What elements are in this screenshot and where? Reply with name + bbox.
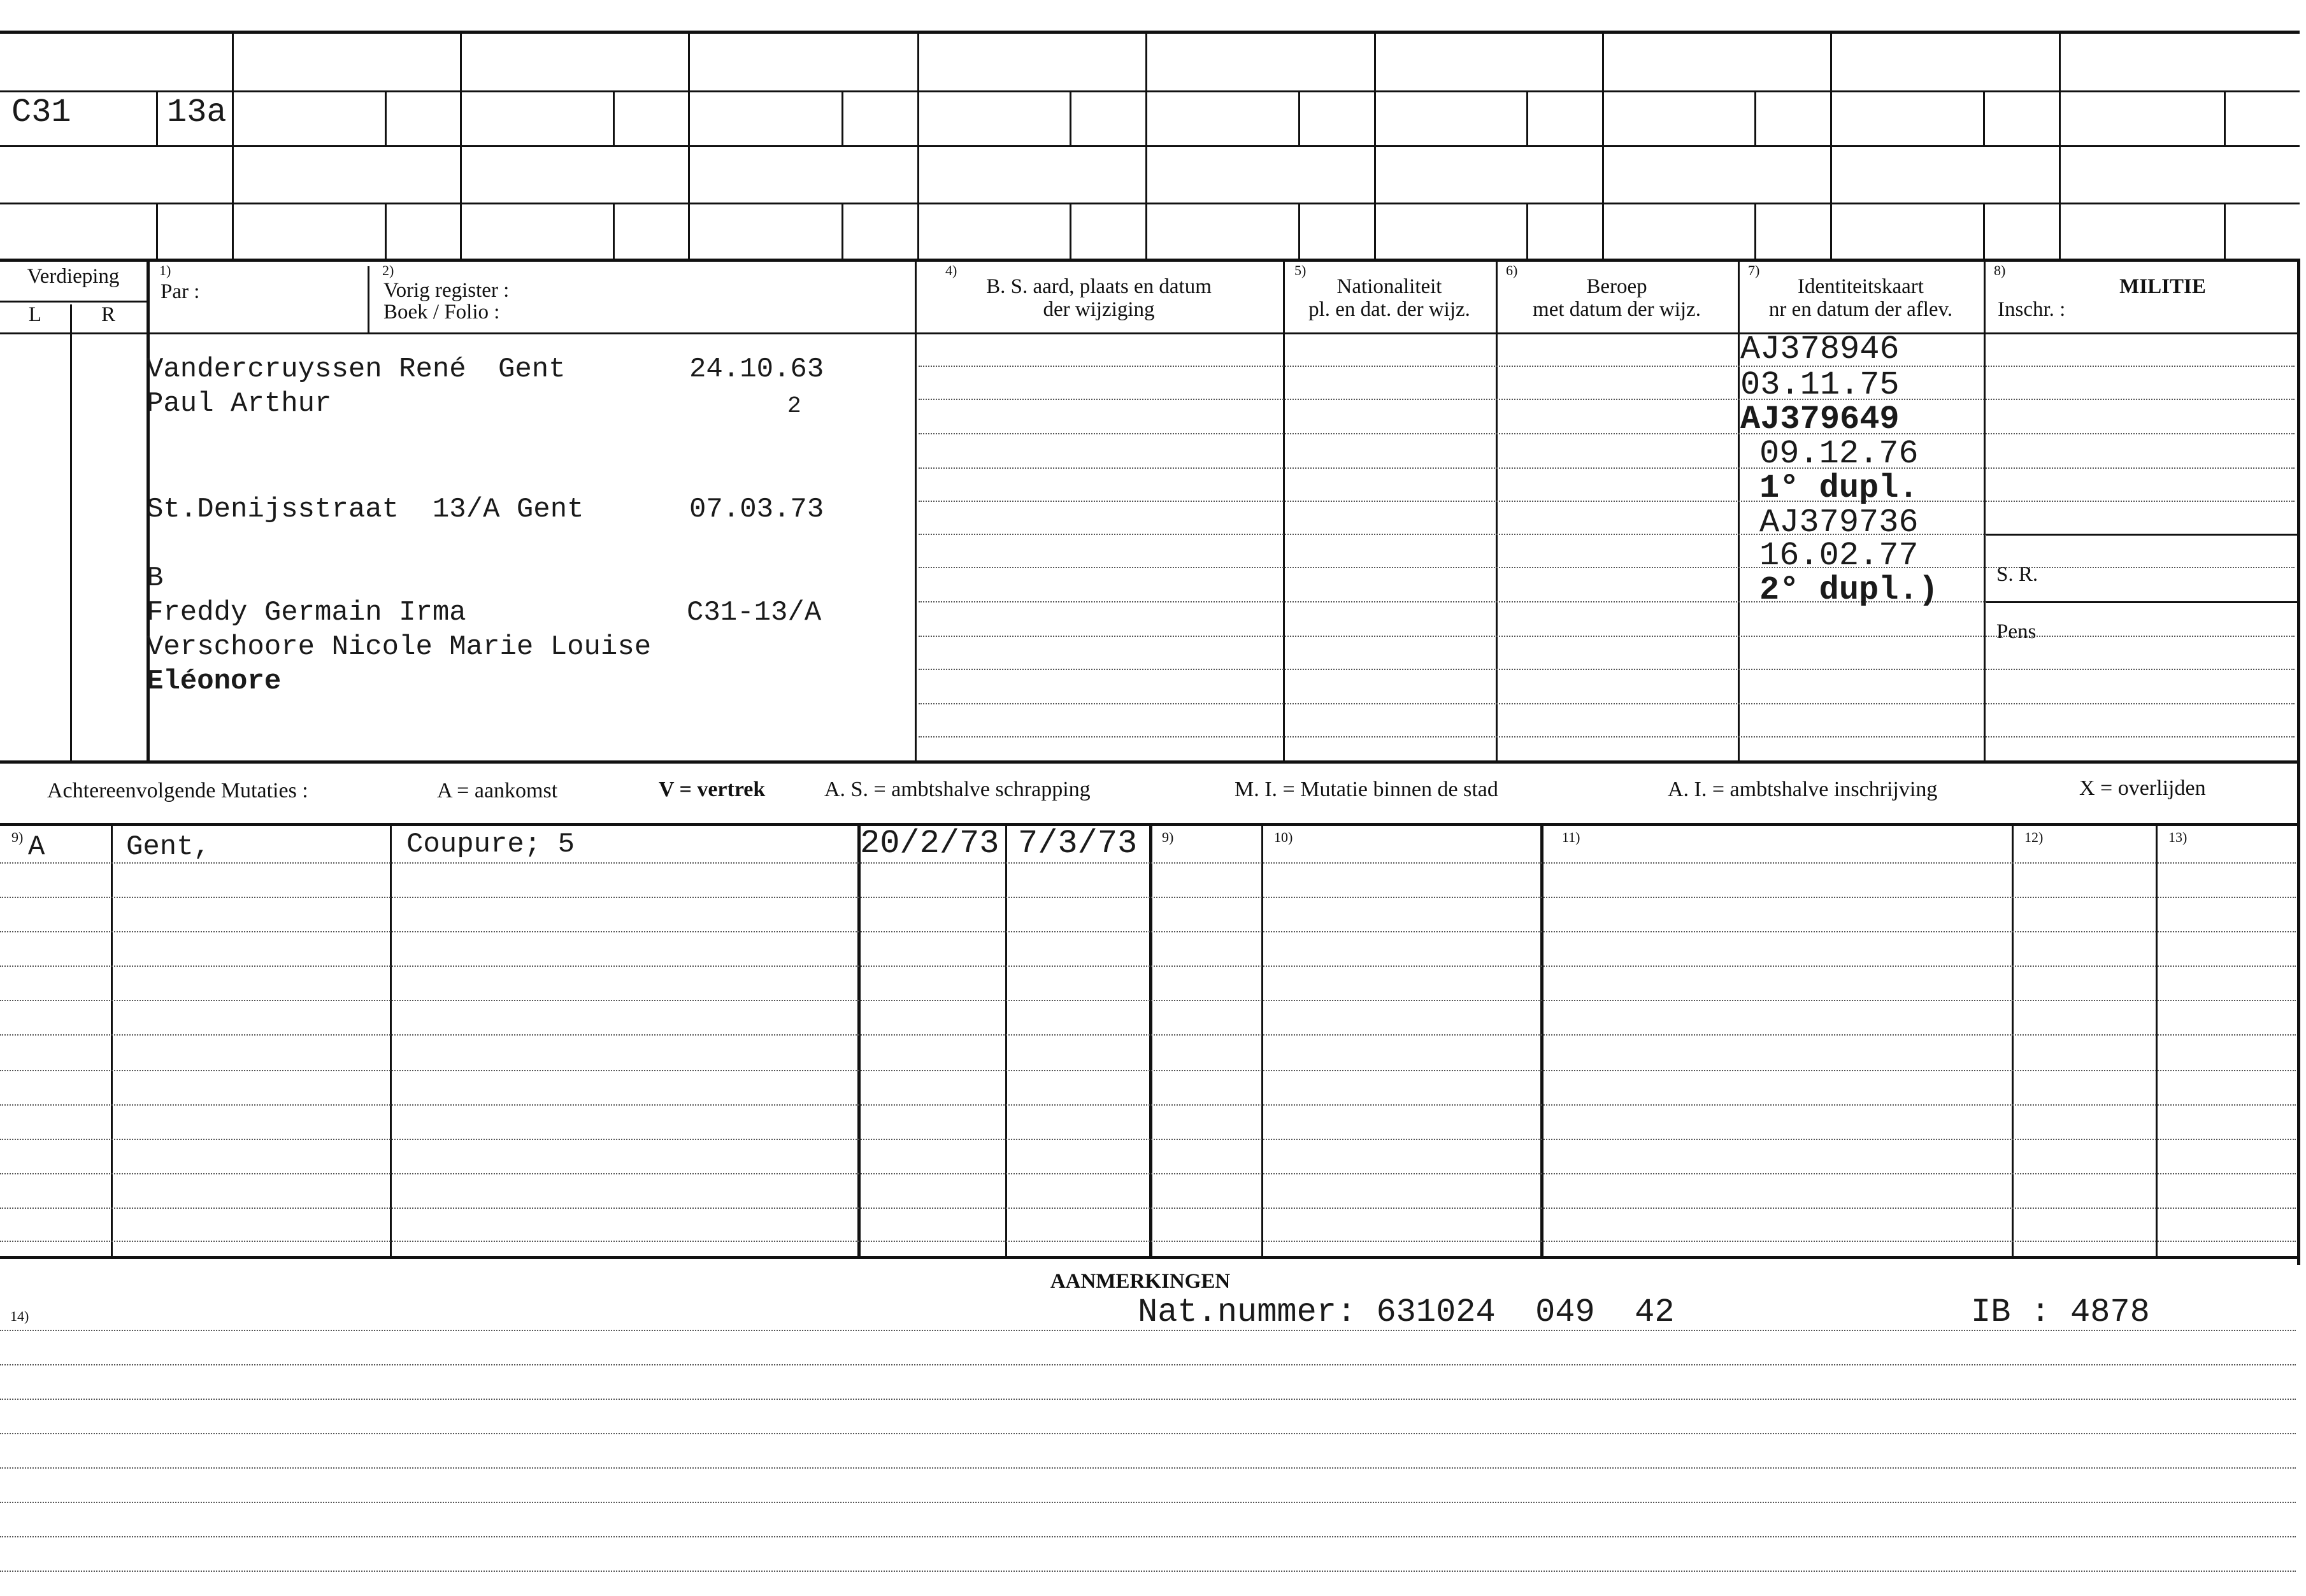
legend-title: Achtereenvolgende Mutaties :: [47, 779, 308, 802]
col2-number: 2): [382, 262, 394, 278]
col6-number: 6): [1506, 262, 1518, 278]
idcard-3-date: 16.02.77: [1759, 537, 1919, 574]
idcard-3-note: 2° dupl.): [1759, 571, 1938, 609]
remarks-title: AANMERKINGEN: [1050, 1270, 1231, 1293]
nationaliteit-label-line2: pl. en dat. der wijz.: [1308, 298, 1470, 321]
par-label: Par :: [161, 280, 200, 303]
person-name: Vandercruyssen René: [147, 353, 466, 385]
beroep-label-line2: met datum der wijz.: [1533, 298, 1701, 321]
sr-label: S. R.: [1996, 563, 2038, 586]
inschr-label: Inschr. :: [1998, 298, 2066, 321]
idcard-2-number: AJ379649: [1740, 401, 1900, 438]
person-given-names: Paul Arthur: [147, 388, 332, 420]
identiteitskaart-label-line1: Identiteitskaart: [1798, 275, 1924, 298]
mutation-street: Coupure; 5: [406, 829, 575, 860]
person-birthdate: 24.10.63: [689, 353, 824, 385]
col5-number: 5): [1294, 262, 1307, 278]
mutation-col12-number: 12): [2024, 829, 2044, 845]
r-label: R: [101, 303, 115, 326]
legend-mutatie-binnen-stad: M. I. = Mutatie binnen de stad: [1235, 778, 1498, 801]
vorig-register-label: Vorig register :: [383, 279, 510, 302]
mutation-date-1: 20/2/73: [860, 825, 999, 862]
national-number: Nat.nummer: 631024 049 42: [1138, 1293, 1675, 1331]
idcard-3-number: AJ379736: [1759, 504, 1919, 541]
legend-vertrek: V = vertrek: [659, 778, 766, 801]
mutation-date-2: 7/3/73: [1018, 825, 1138, 862]
pens-label: Pens: [1996, 620, 2037, 643]
card-number: 13a: [167, 94, 227, 131]
mutation-col11-number: 11): [1562, 829, 1580, 845]
person-address: St.Denijsstraat 13/A Gent: [147, 494, 584, 525]
bs-label-line2: der wijziging: [1043, 298, 1155, 321]
idcard-1-date: 03.11.75: [1740, 366, 1900, 404]
legend-overlijden: X = overlijden: [2079, 776, 2206, 800]
mutation-col9-number: 9): [11, 829, 24, 845]
mutation-place: Gent,: [126, 831, 211, 863]
address-date: 07.03.73: [689, 494, 824, 525]
beroep-label-line1: Beroep: [1586, 275, 1647, 298]
spouse-name: Verschoore Nicole Marie Louise: [147, 631, 652, 663]
col8-number: 8): [1994, 262, 2006, 278]
card-code: C31: [11, 94, 71, 131]
person-b-marker: B: [147, 562, 164, 594]
col7-number: 7): [1748, 262, 1760, 278]
identiteitskaart-label-line2: nr en datum der aflev.: [1768, 298, 1953, 321]
l-label: L: [28, 303, 42, 326]
person-birthplace: Gent: [498, 353, 566, 385]
boek-folio-label: Boek / Folio :: [383, 301, 500, 324]
mutation-col9b-number: 9): [1162, 829, 1174, 845]
mutation-col10-number: 10): [1274, 829, 1293, 845]
mutation-type: A: [28, 831, 45, 863]
col1-number: 1): [159, 262, 171, 278]
idcard-2-date: 09.12.76: [1759, 435, 1919, 473]
spouse-name-cont: Eléonore: [147, 666, 282, 697]
col4-number: 4): [945, 262, 957, 278]
child-name: Freddy Germain Irma: [147, 597, 466, 629]
ib-number: IB : 4878: [1971, 1293, 2150, 1331]
legend-ambtshalve-schrapping: A. S. = ambtshalve schrapping: [824, 778, 1091, 801]
idcard-1-number: AJ378946: [1740, 331, 1900, 368]
mutation-col13-number: 13): [2168, 829, 2188, 845]
bs-label-line1: B. S. aard, plaats en datum: [986, 275, 1212, 298]
nationaliteit-label-line1: Nationaliteit: [1336, 275, 1442, 298]
idcard-2-note: 1° dupl.: [1759, 469, 1919, 507]
legend-ambtshalve-inschrijving: A. I. = ambtshalve inschrijving: [1668, 778, 1938, 801]
verdieping-label: Verdieping: [27, 265, 120, 288]
person-extra: 2: [787, 393, 801, 419]
remarks-number: 14): [10, 1308, 29, 1324]
legend-aankomst: A = aankomst: [437, 779, 558, 802]
child-reference: C31-13/A: [687, 597, 822, 629]
militie-label: MILITIE: [2119, 275, 2206, 298]
